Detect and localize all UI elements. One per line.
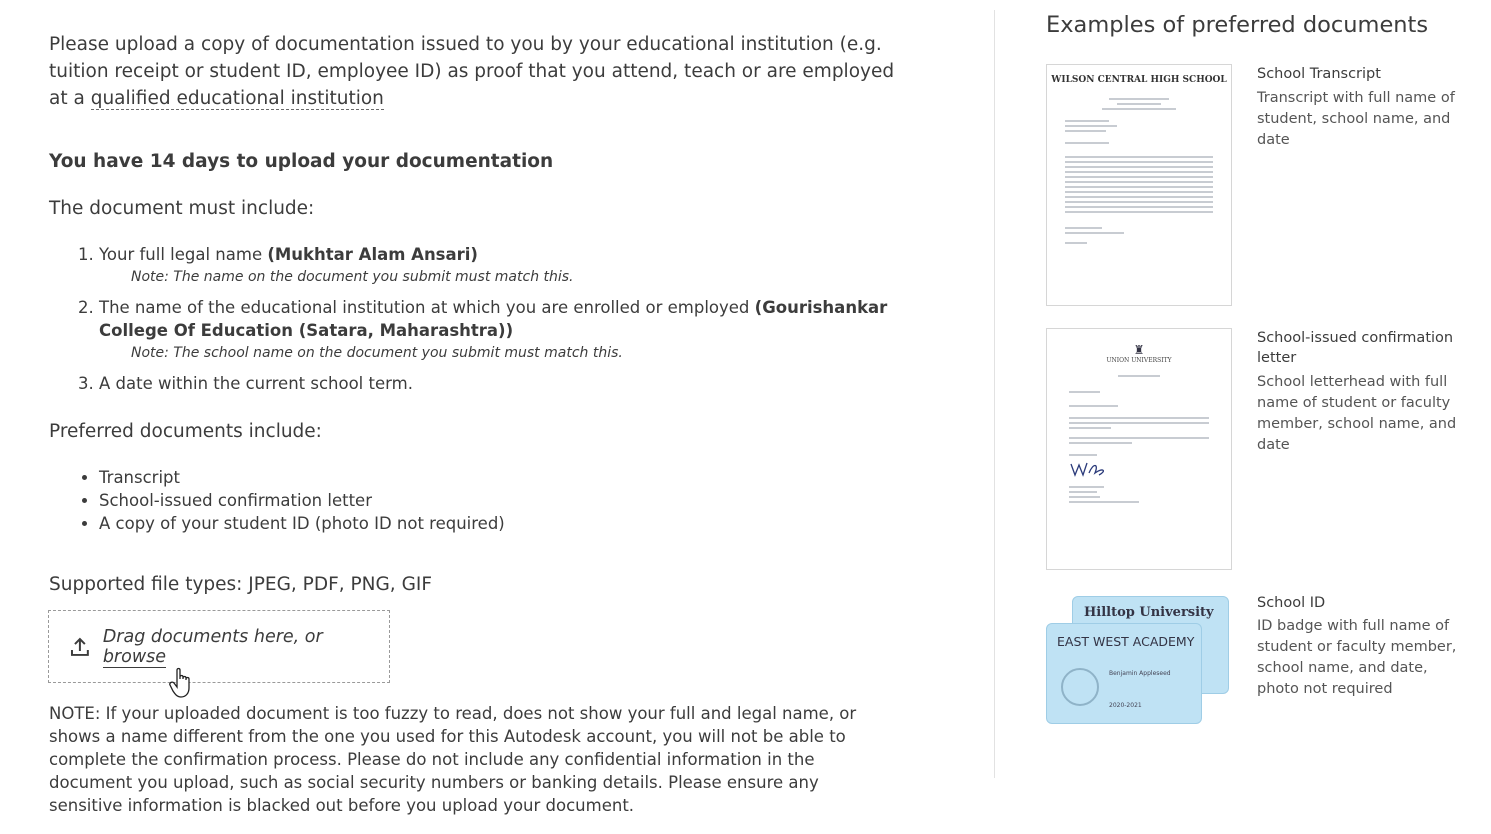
hand-cursor-icon: [169, 667, 195, 699]
example-description: Transcript with full name of student, school name, and date: [1257, 90, 1455, 148]
letter-school-name: UNION UNIVERSITY: [1106, 357, 1172, 364]
id-card-school: Hilltop University: [1084, 605, 1214, 620]
crest-icon: ♜: [1133, 343, 1145, 357]
example-description: School letterhead with full name of student or faculty member, school name, and date: [1257, 374, 1457, 453]
requirements-list: [49, 243, 929, 403]
example-title: School-issued confirmation letter: [1257, 330, 1454, 366]
preferred-list: [49, 466, 505, 535]
list-item: [99, 296, 929, 364]
requirement-note: Note: The school name on the document you submit must match this.: [131, 345, 623, 361]
list-item: [99, 372, 929, 395]
browse-link[interactable]: browse: [102, 646, 167, 667]
letter-thumbnail: [1046, 328, 1232, 570]
id-card-year: 2020-2021: [1109, 702, 1142, 709]
requirement-text: Your full legal name: [99, 245, 268, 264]
qualified-institution-link[interactable]: qualified educational institution: [90, 88, 384, 109]
id-card-holder: Benjamin Appleseed: [1109, 670, 1171, 677]
example-title: School ID: [1257, 595, 1326, 611]
example-school-id: [1046, 596, 1476, 728]
id-card-front: [1046, 623, 1202, 724]
example-confirmation-letter: [1046, 328, 1476, 570]
id-thumbnail: [1046, 596, 1232, 728]
example-transcript: [1046, 64, 1476, 306]
list-item: • Transcript: [99, 466, 505, 489]
column-divider: [994, 10, 995, 778]
requirement-note: Note: The name on the document you submit must match this.: [131, 269, 574, 285]
avatar-icon: [1061, 668, 1099, 706]
upload-disclaimer: NOTE: If your uploaded document is too fuzzy to read, does not show your full and legal name, or shows a name different from the one you used for this Autodesk account, you will not be able to complete the confirmation process. Please do not include any confidential information in the document you upload, such as social security numbers or banking details. Please ensure any sensitive information is blacked out before you upload your document.: [49, 704, 857, 815]
must-include-heading: The document must include:: [49, 198, 315, 219]
preferred-heading: Preferred documents include:: [49, 421, 322, 442]
supported-file-types: Supported file types: JPEG, PDF, PNG, GIF: [49, 574, 432, 595]
transcript-school-name: WILSON CENTRAL HIGH SCHOOL: [1051, 75, 1227, 85]
id-card-school: EAST WEST ACADEMY: [1057, 634, 1195, 649]
examples-title: Examples of preferred documents: [1046, 12, 1429, 38]
list-item: • A copy of your student ID (photo ID not required): [99, 512, 505, 535]
intro-paragraph: [49, 31, 899, 112]
institution-name-value: (Gourishankar College Of Education (Satara, Maharashtra)): [99, 298, 888, 340]
signature-icon: [1069, 459, 1109, 479]
example-title: School Transcript: [1257, 66, 1381, 82]
file-dropzone[interactable]: [48, 610, 390, 683]
intro-text: Please upload a copy of documentation issued to you by your educational institution (e.g. tuition receipt or student ID, employee ID) as proof that you attend, teach or are employed at a: [49, 34, 895, 109]
requirement-text: The name of the educational institution at which you are enrolled or employed: [99, 298, 755, 317]
requirement-text: A date within the current school term.: [99, 374, 413, 393]
transcript-thumbnail: [1046, 64, 1232, 306]
upload-deadline: You have 14 days to upload your documentation: [49, 151, 554, 172]
user-name-value: (Mukhtar Alam Ansari): [267, 245, 478, 264]
list-item: • School-issued confirmation letter: [99, 489, 505, 512]
upload-icon: [69, 636, 91, 658]
list-item: [99, 243, 929, 288]
dropzone-label: Drag documents here, or browse: [102, 626, 323, 667]
example-description: ID badge with full name of student or faculty member, school name, and date, photo not required: [1257, 618, 1457, 697]
